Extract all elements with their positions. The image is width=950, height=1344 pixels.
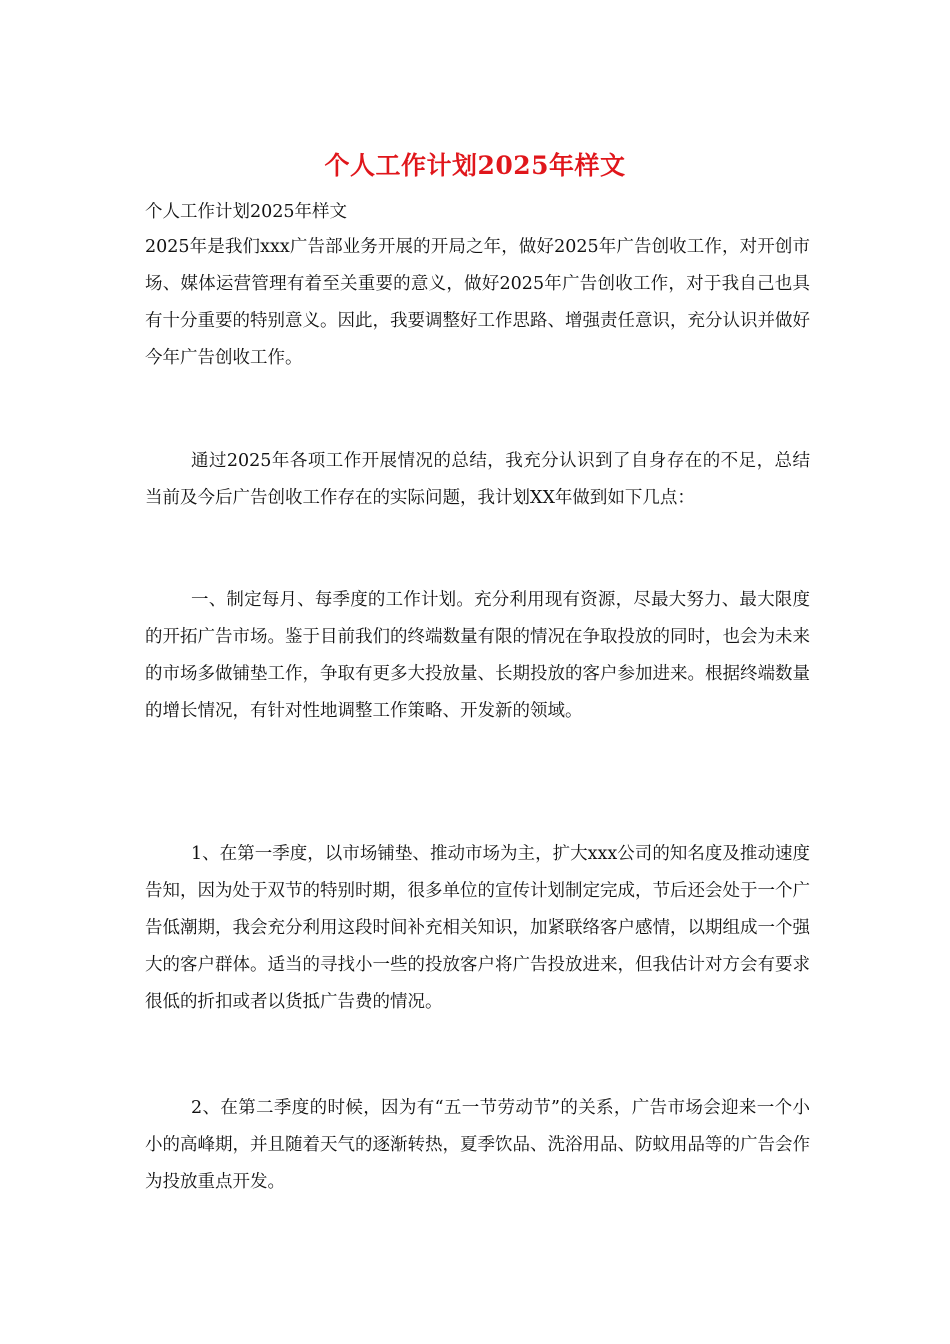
paragraph-intro [145, 201, 810, 377]
paragraph-intro-text: 2025年是我们xxx广告部业务开展的开局之年，做好2025年广告创收工作，对开创市场、媒体运营管理有着至关重要的意义，做好2025年广告创收工作，对于我自己也具有十分重要的特别意义。因此，我要调整好工作思路、增强责任意识，充分认识并做好今年广告创收工作。 [145, 237, 810, 368]
document-title: 个人工作计划2025年样文 [324, 151, 626, 180]
paragraph-second-quarter: 2、在第二季度的时候，因为有“五一节劳动节”的关系，广告市场会迎来一个小小的高峰期，并且随着天气的逐渐转热，夏季饮品、洗浴用品、防蚊用品等的广告会作为投放重点开发。 [145, 1098, 810, 1192]
document-subtitle: 个人工作计划2025年样文 [145, 202, 348, 222]
paragraph-summary: 通过2025年各项工作开展情况的总结，我充分认识到了自身存在的不足，总结当前及今后广告创收工作存在的实际问题，我计划XX年做到如下几点： [145, 451, 810, 508]
paragraph-plan-one: 一、制定每月、每季度的工作计划。充分利用现有资源，尽最大努力、最大限度的开拓广告市场。鉴于目前我们的终端数量有限的情况在争取投放的同时，也会为未来的市场多做铺垫工作，争取有更多大投放量、长期投放的客户参加进来。根据终端数量的增长情况，有针对性地调整工作策略、开发新的领域。 [145, 590, 810, 721]
paragraph-first-quarter: 1、在第一季度，以市场铺垫、推动市场为主，扩大xxx公司的知名度及推动速度告知，因为处于双节的特别时期，很多单位的宣传计划制定完成，节后还会处于一个广告低潮期，我会充分利用这段时间补充相关知识，加紧联络客户感情，以期组成一个强大的客户群体。适当的寻找小一些的投放客户将广告投放进来，但我估计对方会有要求很低的折扣或者以货抵广告费的情况。 [145, 844, 810, 1012]
